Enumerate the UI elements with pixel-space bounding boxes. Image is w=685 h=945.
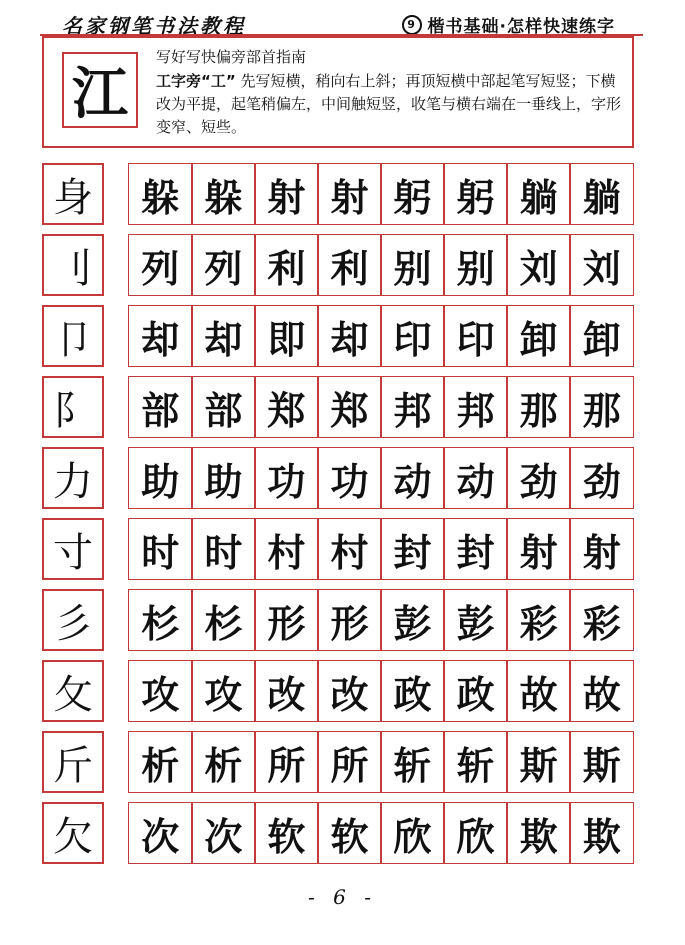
character-cell: 部: [191, 376, 256, 438]
practice-row: [0, 589, 685, 651]
character-cell: 斩: [443, 731, 508, 793]
character-cell: 析: [191, 731, 256, 793]
character-cell: 彭: [443, 589, 508, 651]
character-cell: 欣: [443, 802, 508, 864]
character-cell: 斯: [569, 731, 634, 793]
character-cell: 斩: [380, 731, 445, 793]
practice-row: [0, 376, 685, 438]
character-cell: 欺: [569, 802, 634, 864]
character-cell: 射: [569, 518, 634, 580]
practice-row: [0, 518, 685, 580]
character-cell: 部: [128, 376, 193, 438]
practice-row: [0, 447, 685, 509]
character-cell: 封: [443, 518, 508, 580]
character-cell: 彭: [380, 589, 445, 651]
character-cell: 躲: [128, 163, 193, 225]
intro-description: [156, 70, 626, 139]
character-cell: 刘: [506, 234, 571, 296]
character-cells: [128, 234, 634, 296]
character-cell: 析: [128, 731, 193, 793]
character-cells: [128, 163, 634, 225]
character-cell: 列: [128, 234, 193, 296]
character-cell: 卸: [569, 305, 634, 367]
radical-cell: 斤: [42, 731, 104, 793]
character-cell: 功: [317, 447, 382, 509]
character-cell: 利: [317, 234, 382, 296]
character-cells: [128, 802, 634, 864]
character-cell: 即: [254, 305, 319, 367]
character-cell: 杉: [191, 589, 256, 651]
character-cell: 郑: [317, 376, 382, 438]
character-cell: 邦: [380, 376, 445, 438]
example-character: 江: [62, 52, 138, 128]
chapter-title-text: 楷书基础·怎样快速练字: [427, 17, 615, 37]
page-number: - 6 -: [308, 885, 377, 909]
character-cell: 躺: [569, 163, 634, 225]
character-cells: [128, 447, 634, 509]
radical-cell: 彡: [42, 589, 104, 651]
character-cell: 助: [128, 447, 193, 509]
chapter-badge-icon: 9: [402, 15, 422, 35]
character-cell: 射: [317, 163, 382, 225]
radical-cell: 刂: [42, 234, 104, 296]
practice-row: [0, 234, 685, 296]
character-cell: 印: [380, 305, 445, 367]
radical-cell: 卩: [42, 305, 104, 367]
character-cell: 助: [191, 447, 256, 509]
character-cell: 躬: [380, 163, 445, 225]
character-cell: 软: [254, 802, 319, 864]
character-cell: 形: [317, 589, 382, 651]
practice-row: [0, 802, 685, 864]
character-cell: 政: [443, 660, 508, 722]
character-cell: 封: [380, 518, 445, 580]
character-cell: 射: [254, 163, 319, 225]
character-cell: 卸: [506, 305, 571, 367]
character-cell: 躲: [191, 163, 256, 225]
character-cell: 射: [506, 518, 571, 580]
radical-cell: 力: [42, 447, 104, 509]
character-cell: 却: [128, 305, 193, 367]
character-cell: 却: [191, 305, 256, 367]
character-cell: 软: [317, 802, 382, 864]
radical-cell: 欠: [42, 802, 104, 864]
character-cells: [128, 376, 634, 438]
character-cells: [128, 305, 634, 367]
character-cell: 利: [254, 234, 319, 296]
character-cell: 彩: [506, 589, 571, 651]
radical-cell: 阝: [42, 376, 104, 438]
character-cell: 次: [128, 802, 193, 864]
practice-row: [0, 163, 685, 225]
character-cell: 攻: [191, 660, 256, 722]
character-cell: 村: [254, 518, 319, 580]
character-cell: 故: [506, 660, 571, 722]
character-cell: 功: [254, 447, 319, 509]
character-cell: 劲: [569, 447, 634, 509]
character-cells: [128, 660, 634, 722]
character-cell: 时: [128, 518, 193, 580]
character-cell: 邦: [443, 376, 508, 438]
character-cell: 杉: [128, 589, 193, 651]
character-cells: [128, 731, 634, 793]
character-cell: 欺: [506, 802, 571, 864]
character-cell: 那: [506, 376, 571, 438]
character-cell: 刘: [569, 234, 634, 296]
character-cell: 攻: [128, 660, 193, 722]
character-cells: [128, 589, 634, 651]
intro-panel: [42, 36, 634, 148]
character-cell: 动: [380, 447, 445, 509]
practice-row: [0, 305, 685, 367]
intro-body: 先写短横，稍向右上斜；再顶短横中部起笔写短竖；下横改为平提，起笔稍偏左，中间触短竖，收笔与横右端在一垂线上，字形变窄、短些。: [156, 72, 622, 136]
radical-cell: 攵: [42, 660, 104, 722]
character-cell: 却: [317, 305, 382, 367]
character-cell: 躬: [443, 163, 508, 225]
character-cell: 列: [191, 234, 256, 296]
book-title: 名家钢笔书法教程: [62, 14, 246, 38]
character-cell: 政: [380, 660, 445, 722]
character-cell: 村: [317, 518, 382, 580]
character-cell: 次: [191, 802, 256, 864]
character-cell: 形: [254, 589, 319, 651]
character-cell: 躺: [506, 163, 571, 225]
character-cell: 欣: [380, 802, 445, 864]
character-cell: 别: [380, 234, 445, 296]
character-cell: 动: [443, 447, 508, 509]
character-cell: 故: [569, 660, 634, 722]
radical-cell: 寸: [42, 518, 104, 580]
character-cell: 斯: [506, 731, 571, 793]
radical-cell: 身: [42, 163, 104, 225]
intro-title: 写好写快偏旁部首指南: [156, 48, 307, 66]
character-cell: 郑: [254, 376, 319, 438]
intro-lead: 工字旁“工”: [156, 72, 236, 90]
character-cell: 劲: [506, 447, 571, 509]
character-cell: 所: [317, 731, 382, 793]
practice-row: [0, 731, 685, 793]
character-cell: 改: [317, 660, 382, 722]
character-cell: 所: [254, 731, 319, 793]
character-cell: 别: [443, 234, 508, 296]
character-cells: [128, 518, 634, 580]
practice-row: [0, 660, 685, 722]
character-cell: 时: [191, 518, 256, 580]
character-cell: 那: [569, 376, 634, 438]
character-cell: 改: [254, 660, 319, 722]
character-cell: 彩: [569, 589, 634, 651]
character-cell: 印: [443, 305, 508, 367]
